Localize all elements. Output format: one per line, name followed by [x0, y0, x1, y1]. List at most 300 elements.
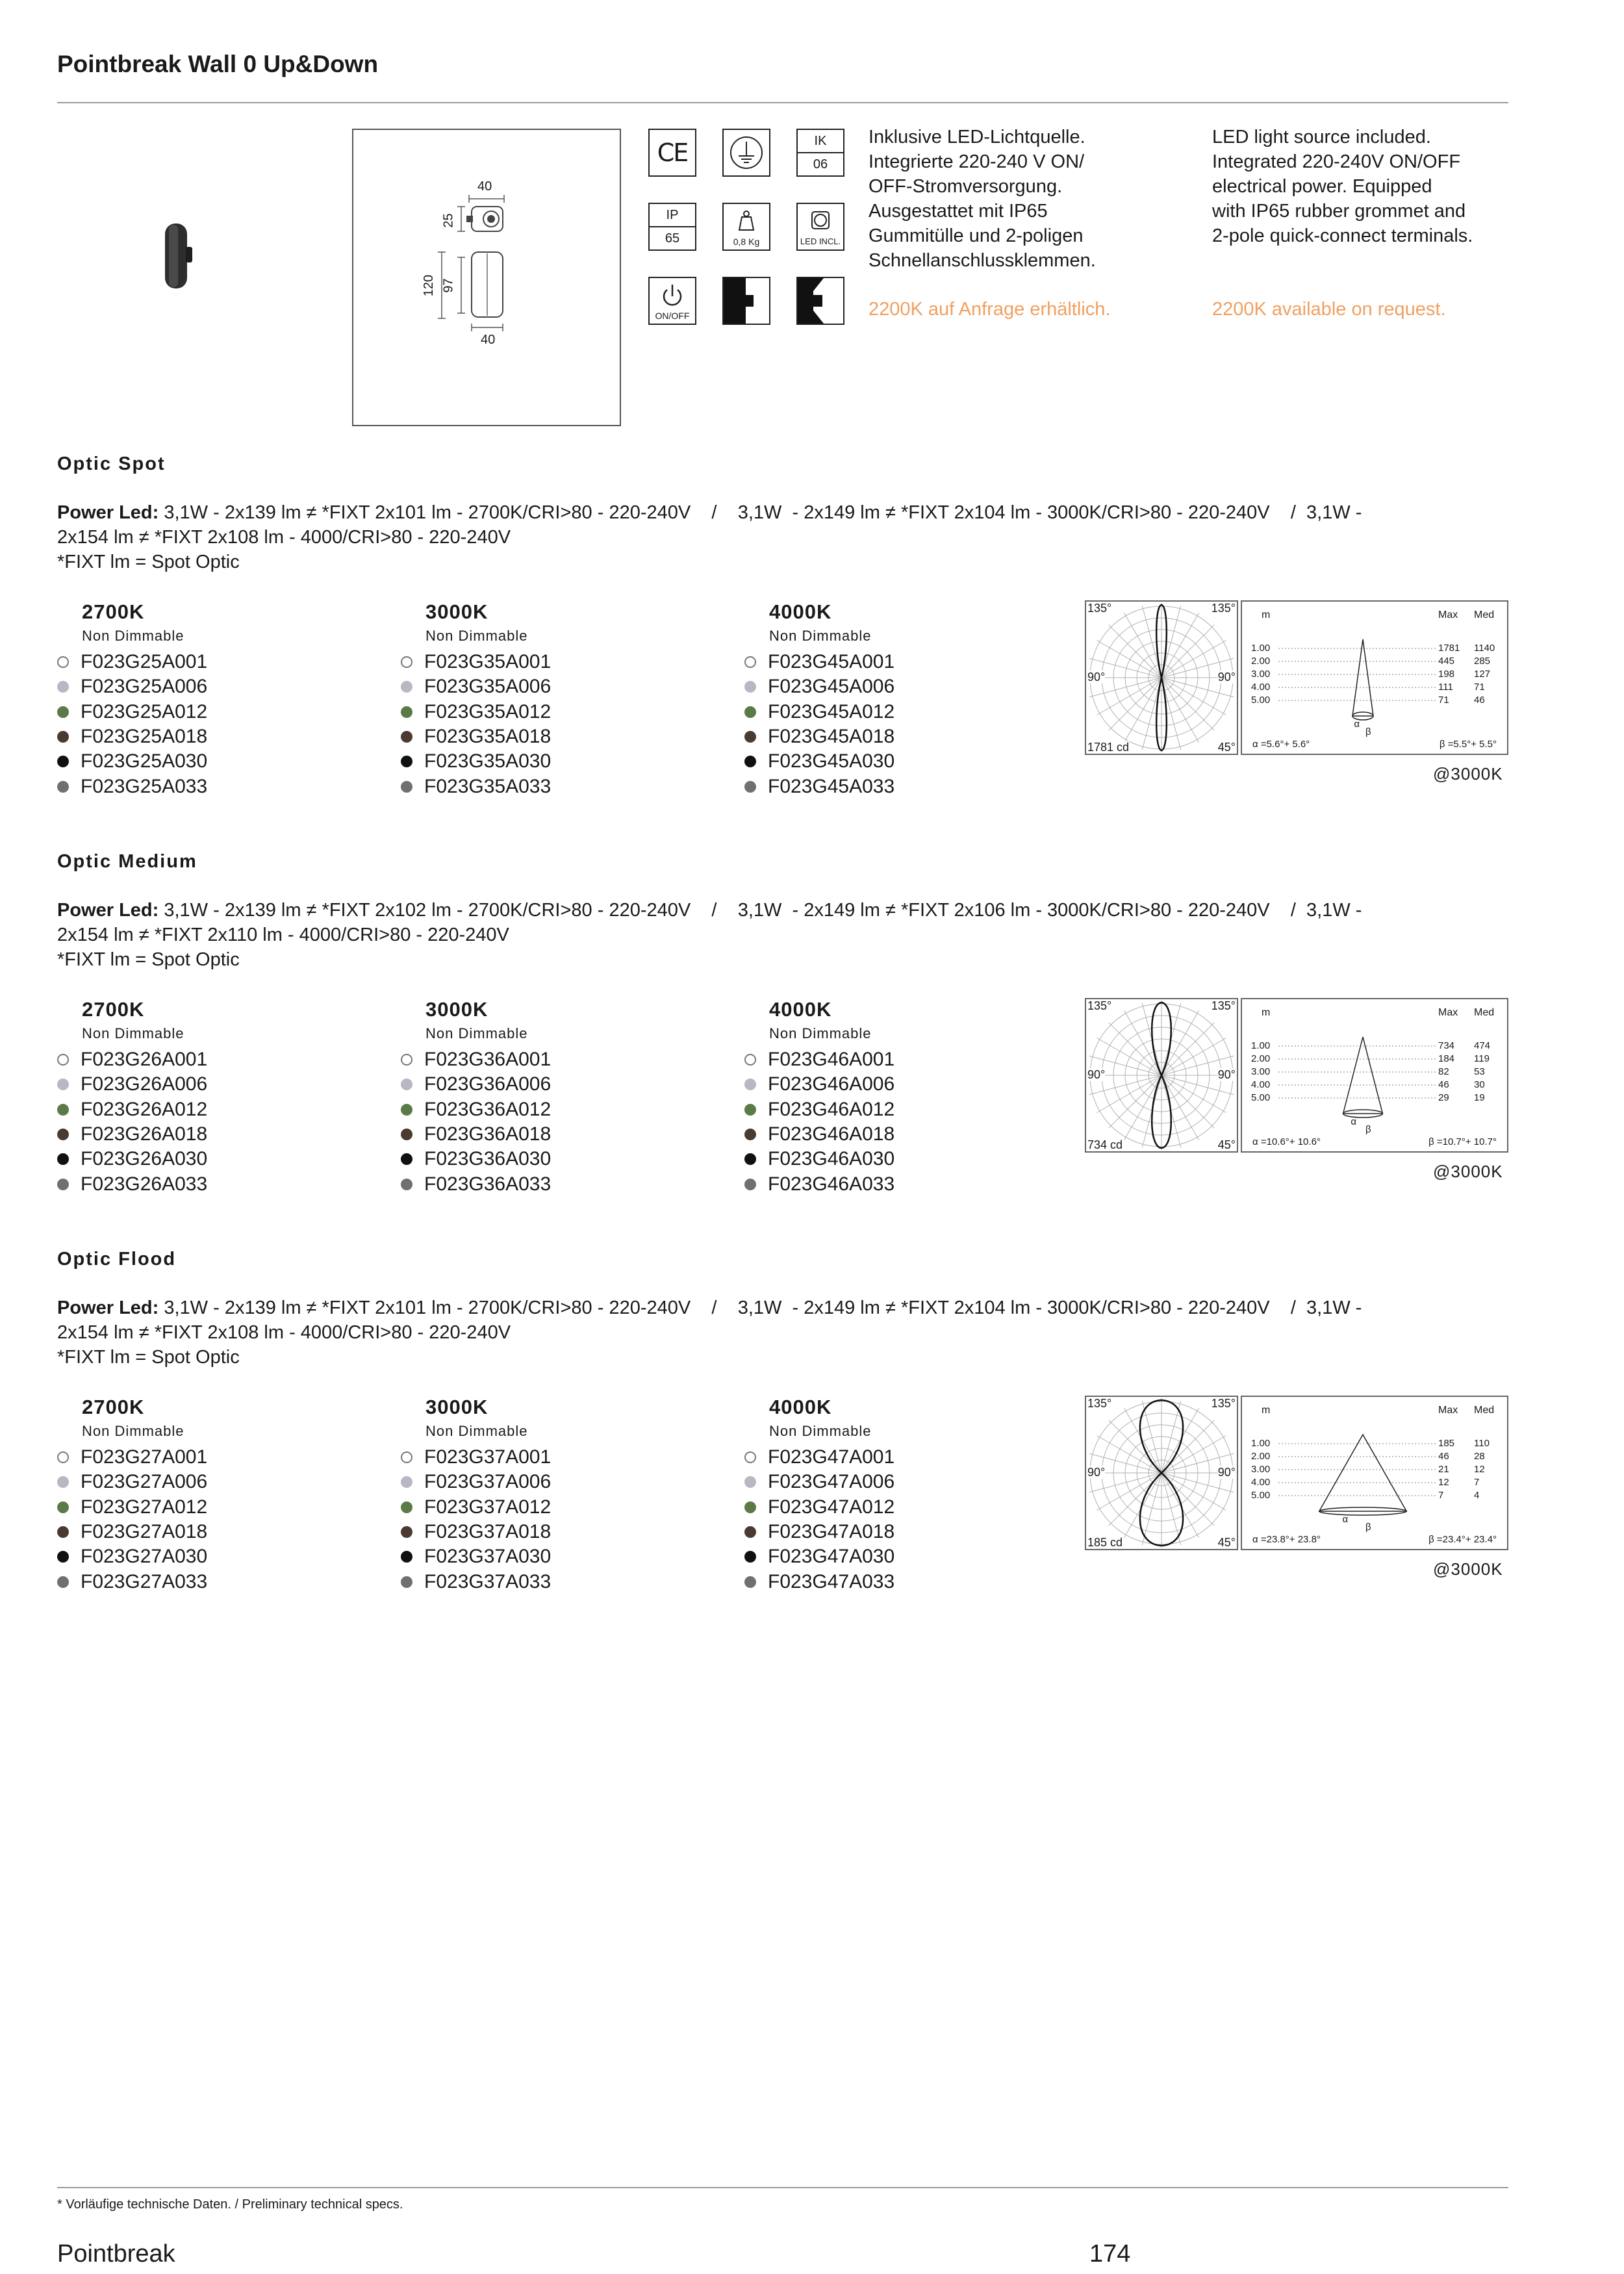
cone-med-value: 285 — [1474, 656, 1491, 667]
product-code-row — [744, 1569, 1082, 1594]
product-code: F023G47A030 — [768, 1546, 895, 1568]
section-title: Optic Flood — [57, 1249, 177, 1270]
finish-color-swatch — [744, 756, 756, 767]
cone-med-value: 30 — [1474, 1079, 1485, 1090]
product-column-3000k — [401, 1396, 739, 1594]
finish-color-swatch — [57, 1476, 69, 1488]
cone-d-value: 3.00 — [1251, 1464, 1271, 1475]
product-code-row — [57, 774, 395, 798]
beta-symbol: β — [1365, 726, 1371, 737]
product-code-row — [57, 650, 395, 674]
finish-color-swatch — [57, 1179, 69, 1190]
technical-drawing — [352, 129, 621, 426]
angle-label: 135° — [1087, 999, 1112, 1012]
product-code: F023G25A033 — [81, 775, 208, 797]
product-code: F023G35A030 — [424, 750, 552, 773]
product-code-row — [401, 1569, 739, 1594]
product-code: F023G46A033 — [768, 1173, 895, 1195]
power-led-specs: Power Led: 3,1W - 2x139 lm ≠ *FIXT 2x101 lm - 2700K/CRI>80 - 220-240V / 3,1W - 2x149 lm ≠ *FIXT 2x104 lm - 3000K/CRI>80 - 220-240V / 3,1W - 2x154 lm ≠ *FIXT 2x108 lm - 4000/CRI>80 - 220-240V *FIXT lm = Spot Optic — [57, 502, 1362, 572]
section-title: Optic Medium — [57, 851, 197, 872]
product-code: F023G47A006 — [768, 1471, 895, 1493]
color-temperature: 2700K — [82, 1396, 145, 1418]
angle-label: 135° — [1087, 1397, 1112, 1410]
cone-max-value: 184 — [1438, 1053, 1455, 1064]
finish-color-swatch — [401, 681, 412, 693]
beta-angle-label: β =23.4°+ 23.4° — [1428, 1534, 1497, 1545]
product-code-row — [744, 1147, 1082, 1171]
product-column-3000k — [401, 600, 739, 799]
cone-d-value: 1.00 — [1251, 643, 1271, 654]
product-code: F023G25A030 — [81, 750, 208, 773]
finish-color-swatch — [401, 1476, 412, 1488]
finish-color-swatch — [744, 1129, 756, 1140]
finish-color-swatch — [57, 706, 69, 718]
product-code: F023G27A030 — [81, 1546, 208, 1568]
finish-color-swatch — [401, 656, 412, 668]
finish-color-swatch — [744, 656, 756, 668]
max-header: Max — [1438, 1405, 1458, 1416]
finish-color-swatch — [401, 706, 412, 718]
polar-light-distribution-chart — [1085, 998, 1238, 1153]
product-code: F023G47A001 — [768, 1446, 895, 1468]
cone-max-value: 111 — [1438, 682, 1453, 693]
candela-label: 734 cd — [1087, 1138, 1123, 1151]
cone-d-value: 1.00 — [1251, 1438, 1271, 1449]
finish-color-swatch — [744, 781, 756, 793]
finish-color-swatch — [57, 756, 69, 767]
product-code-row — [57, 1072, 395, 1097]
finish-color-swatch — [401, 1104, 412, 1116]
max-header: Max — [1438, 609, 1458, 620]
cone-med-value: 110 — [1474, 1438, 1490, 1449]
product-code: F023G26A033 — [81, 1173, 208, 1195]
class-ground-icon — [722, 129, 770, 177]
product-code: F023G46A018 — [768, 1123, 895, 1145]
finish-color-swatch — [744, 731, 756, 743]
cone-max-value: 7 — [1438, 1490, 1444, 1501]
angle-label: 90° — [1087, 1068, 1106, 1081]
dim-body: 97 — [441, 278, 456, 293]
product-code: F023G26A006 — [81, 1073, 208, 1095]
finish-color-swatch — [744, 1079, 756, 1090]
page-title: Pointbreak Wall 0 Up&Down — [57, 51, 379, 77]
cone-d-value: 5.00 — [1251, 695, 1271, 706]
finish-color-swatch — [401, 1079, 412, 1090]
product-code: F023G35A001 — [424, 651, 552, 673]
beam-cone — [1319, 1435, 1406, 1511]
dimming-type: Non Dimmable — [425, 628, 528, 644]
cone-d-value: 3.00 — [1251, 669, 1271, 680]
product-code: F023G26A018 — [81, 1123, 208, 1145]
finish-color-swatch — [744, 706, 756, 718]
finish-color-swatch — [744, 681, 756, 693]
cone-max-value: 198 — [1438, 669, 1455, 680]
cone-d-value: 4.00 — [1251, 682, 1271, 693]
cone-max-value: 71 — [1438, 695, 1449, 706]
cone-med-value: 19 — [1474, 1092, 1485, 1103]
product-code: F023G37A012 — [424, 1496, 552, 1518]
product-code: F023G37A030 — [424, 1546, 552, 1568]
product-code-row — [401, 1171, 739, 1196]
product-code: F023G46A001 — [768, 1049, 895, 1071]
product-column-4000k — [744, 1396, 1082, 1594]
dim-bottom: 40 — [481, 333, 496, 347]
alpha-symbol: α — [1354, 719, 1360, 730]
cone-max-value: 445 — [1438, 656, 1455, 667]
dim-head: 25 — [441, 213, 456, 228]
finish-color-swatch — [401, 1526, 412, 1538]
header-divider — [57, 102, 1508, 103]
med-header: Med — [1474, 609, 1495, 620]
product-code-row — [401, 700, 739, 724]
polar-light-distribution-chart — [1085, 600, 1238, 755]
alpha-angle-label: α =5.6°+ 5.6° — [1252, 739, 1310, 750]
product-code: F023G25A018 — [81, 726, 208, 748]
power-led-specs: Power Led: 3,1W - 2x139 lm ≠ *FIXT 2x101 lm - 2700K/CRI>80 - 220-240V / 3,1W - 2x149 lm ≠ *FIXT 2x104 lm - 3000K/CRI>80 - 220-240V / 3,1W - 2x154 lm ≠ *FIXT 2x108 lm - 4000/CRI>80 - 220-240V *FIXT lm = Spot Optic — [57, 1297, 1362, 1368]
distance-header: m — [1262, 1405, 1271, 1416]
availability-note-en: 2200K available on request. — [1212, 299, 1446, 320]
finish-color-swatch — [401, 1153, 412, 1165]
cone-med-value: 474 — [1474, 1040, 1491, 1051]
finish-color-swatch — [57, 681, 69, 693]
product-code: F023G27A033 — [81, 1570, 208, 1592]
product-code-row — [57, 1470, 395, 1494]
cone-med-value: 71 — [1474, 682, 1485, 693]
angle-label: 90° — [1087, 1466, 1106, 1479]
cone-d-value: 5.00 — [1251, 1490, 1271, 1501]
dimming-type: Non Dimmable — [769, 1423, 872, 1439]
product-code-row — [744, 1047, 1082, 1072]
dimming-type: Non Dimmable — [769, 1025, 872, 1041]
ik-rating-icon: IK 06 — [796, 129, 844, 177]
finish-color-swatch — [744, 1476, 756, 1488]
dimming-type: Non Dimmable — [82, 1423, 184, 1439]
page-number: 174 — [1089, 2240, 1131, 2268]
finish-color-swatch — [401, 781, 412, 793]
footer-note: * Vorläufige technische Daten. / Preliminary technical specs. — [57, 2197, 403, 2212]
product-code: F023G36A018 — [424, 1123, 552, 1145]
product-code: F023G46A030 — [768, 1148, 895, 1170]
product-code-row — [57, 749, 395, 774]
angle-label: 45° — [1217, 741, 1236, 754]
beta-symbol: β — [1365, 1522, 1371, 1533]
finish-color-swatch — [57, 1526, 69, 1538]
alpha-symbol: α — [1351, 1116, 1357, 1127]
beam-cone — [1343, 1037, 1383, 1114]
finish-color-swatch — [401, 1054, 412, 1066]
alpha-angle-label: α =23.8°+ 23.8° — [1252, 1534, 1321, 1545]
product-code: F023G27A001 — [81, 1446, 208, 1468]
product-code: F023G46A006 — [768, 1073, 895, 1095]
product-column-2700k — [57, 600, 395, 799]
product-code-row — [57, 1544, 395, 1569]
product-code-row — [401, 1047, 739, 1072]
product-code: F023G26A001 — [81, 1049, 208, 1071]
finish-color-swatch — [57, 1079, 69, 1090]
angle-label: 135° — [1087, 602, 1112, 615]
product-code-row — [744, 1122, 1082, 1147]
product-code: F023G37A001 — [424, 1446, 552, 1468]
illuminance-cone-chart — [1241, 600, 1508, 755]
beta-symbol: β — [1365, 1124, 1371, 1135]
cone-max-value: 1781 — [1438, 643, 1460, 654]
finish-color-swatch — [401, 756, 412, 767]
product-code-row — [744, 700, 1082, 724]
product-code-row — [401, 1470, 739, 1494]
product-code: F023G45A012 — [768, 700, 895, 722]
product-code: F023G47A033 — [768, 1570, 895, 1592]
product-code: F023G45A001 — [768, 651, 895, 673]
product-code-row — [401, 724, 739, 749]
finish-color-swatch — [401, 731, 412, 743]
product-code-row — [744, 674, 1082, 699]
product-code: F023G26A012 — [81, 1098, 208, 1120]
product-code-row — [401, 1520, 739, 1544]
footer-divider — [57, 2187, 1508, 2188]
illuminance-cone-chart — [1241, 1396, 1508, 1550]
angle-label: 90° — [1217, 671, 1236, 683]
product-code-row — [744, 1470, 1082, 1494]
cone-d-value: 5.00 — [1251, 1092, 1271, 1103]
product-code-row — [744, 749, 1082, 774]
cone-max-value: 12 — [1438, 1477, 1449, 1488]
product-code-row — [401, 1544, 739, 1569]
cone-med-value: 1140 — [1474, 643, 1495, 654]
cone-med-value: 12 — [1474, 1464, 1485, 1475]
product-column-2700k — [57, 998, 395, 1197]
product-column-2700k — [57, 1396, 395, 1594]
angle-label: 90° — [1217, 1068, 1236, 1081]
finish-color-swatch — [401, 1179, 412, 1190]
finish-color-swatch — [744, 1054, 756, 1066]
cone-med-value: 119 — [1474, 1053, 1490, 1064]
product-code-row — [744, 1495, 1082, 1520]
cone-max-value: 29 — [1438, 1092, 1449, 1103]
illuminance-cone-chart — [1241, 998, 1508, 1153]
footer-brand: Pointbreak — [57, 2240, 175, 2268]
candela-label: 185 cd — [1087, 1536, 1123, 1549]
finish-color-swatch — [401, 1551, 412, 1563]
color-temperature: 4000K — [769, 998, 832, 1021]
power-label: Power Led: — [57, 502, 159, 523]
cone-med-value: 46 — [1474, 695, 1485, 706]
product-code: F023G47A012 — [768, 1496, 895, 1518]
product-code: F023G45A030 — [768, 750, 895, 773]
product-code-row — [57, 1122, 395, 1147]
finish-color-swatch — [57, 1153, 69, 1165]
product-column-3000k — [401, 998, 739, 1197]
angle-label: 135° — [1211, 999, 1236, 1012]
cone-max-value: 82 — [1438, 1066, 1449, 1077]
finish-color-swatch — [744, 1501, 756, 1513]
product-code: F023G35A018 — [424, 726, 552, 748]
product-code-row — [401, 1072, 739, 1097]
product-code: F023G35A012 — [424, 700, 552, 722]
product-code: F023G45A018 — [768, 726, 895, 748]
measurement-temperature-note: @3000K — [1433, 764, 1503, 784]
product-code: F023G25A012 — [81, 700, 208, 722]
product-code-row — [57, 724, 395, 749]
product-code: F023G37A006 — [424, 1471, 552, 1493]
product-code-row — [744, 1520, 1082, 1544]
product-column-4000k — [744, 600, 1082, 799]
alpha-symbol: α — [1342, 1514, 1349, 1525]
polar-light-distribution-chart — [1085, 1396, 1238, 1550]
cone-max-value: 46 — [1438, 1079, 1449, 1090]
description-en: LED light source included. Integrated 220-240V ON/OFF electrical power. Equipped with IP65 rubber grommet and 2-pole quick-connect terminals. — [1212, 127, 1473, 246]
med-header: Med — [1474, 1405, 1495, 1416]
finish-color-swatch — [57, 1129, 69, 1140]
product-code-row — [401, 1147, 739, 1171]
product-photo — [156, 221, 195, 292]
dimming-type: Non Dimmable — [82, 628, 184, 644]
led-included-icon: LED INCL. — [796, 203, 844, 251]
dimming-type: Non Dimmable — [425, 1423, 528, 1439]
product-code-row — [401, 749, 739, 774]
product-code: F023G26A030 — [81, 1148, 208, 1170]
beam-cone — [1352, 639, 1373, 716]
color-temperature: 3000K — [425, 600, 488, 623]
cone-d-value: 4.00 — [1251, 1477, 1271, 1488]
finish-color-swatch — [744, 1576, 756, 1588]
power-onoff-icon: ON/OFF — [648, 277, 696, 325]
product-code-row — [401, 1097, 739, 1122]
measurement-temperature-note: @3000K — [1433, 1559, 1503, 1579]
finish-color-swatch — [57, 731, 69, 743]
beta-angle-label: β =10.7°+ 10.7° — [1428, 1136, 1497, 1147]
cone-d-value: 1.00 — [1251, 1040, 1271, 1051]
angle-label: 45° — [1217, 1138, 1236, 1151]
finish-color-swatch — [401, 1501, 412, 1513]
product-code-row — [57, 1147, 395, 1171]
product-code: F023G36A012 — [424, 1098, 552, 1120]
finish-color-swatch — [57, 1501, 69, 1513]
product-code-row — [744, 1097, 1082, 1122]
max-header: Max — [1438, 1007, 1458, 1018]
color-temperature: 2700K — [82, 600, 145, 623]
finish-color-swatch — [744, 1551, 756, 1563]
cone-max-value: 185 — [1438, 1438, 1455, 1449]
product-code: F023G45A033 — [768, 775, 895, 797]
finish-color-swatch — [744, 1451, 756, 1463]
product-code-row — [744, 1171, 1082, 1196]
distance-header: m — [1262, 609, 1271, 620]
dimming-type: Non Dimmable — [82, 1025, 184, 1041]
finish-color-swatch — [401, 1129, 412, 1140]
product-code-row — [401, 774, 739, 798]
candela-label: 1781 cd — [1087, 741, 1130, 754]
product-code: F023G37A018 — [424, 1521, 552, 1543]
product-code: F023G45A006 — [768, 676, 895, 698]
dimming-type: Non Dimmable — [769, 628, 872, 644]
power-label: Power Led: — [57, 900, 159, 921]
product-code: F023G27A018 — [81, 1521, 208, 1543]
distance-header: m — [1262, 1007, 1271, 1018]
weight-icon: 0,8 Kg — [722, 203, 770, 251]
section-title: Optic Spot — [57, 454, 166, 474]
color-temperature: 4000K — [769, 600, 832, 623]
product-code: F023G36A033 — [424, 1173, 552, 1195]
cone-max-value: 21 — [1438, 1464, 1449, 1475]
finish-color-swatch — [401, 1576, 412, 1588]
product-code: F023G27A006 — [81, 1471, 208, 1493]
finish-color-swatch — [744, 1104, 756, 1116]
finish-color-swatch — [744, 1153, 756, 1165]
finish-color-swatch — [57, 656, 69, 668]
product-code-row — [57, 1445, 395, 1470]
product-code: F023G36A001 — [424, 1049, 552, 1071]
product-code: F023G25A001 — [81, 651, 208, 673]
product-code-row — [401, 650, 739, 674]
dimming-type: Non Dimmable — [425, 1025, 528, 1041]
ip-rating-icon: IP 65 — [648, 203, 696, 251]
product-code-row — [57, 1520, 395, 1544]
color-temperature: 4000K — [769, 1396, 832, 1418]
product-code-row — [57, 1495, 395, 1520]
product-code-row — [401, 1122, 739, 1147]
angle-label: 135° — [1211, 602, 1236, 615]
product-code-row — [744, 1544, 1082, 1569]
color-temperature: 2700K — [82, 998, 145, 1021]
angle-label: 45° — [1217, 1536, 1236, 1549]
product-code-row — [401, 1495, 739, 1520]
product-code-row — [744, 774, 1082, 798]
product-code-row — [57, 1097, 395, 1122]
finish-color-swatch — [744, 1179, 756, 1190]
color-temperature: 3000K — [425, 1396, 488, 1418]
ce-icon: CE — [648, 129, 696, 177]
cone-d-value: 3.00 — [1251, 1066, 1271, 1077]
dim-total: 120 — [422, 274, 437, 297]
finish-color-swatch — [401, 1451, 412, 1463]
angle-label: 135° — [1211, 1397, 1236, 1410]
cone-med-value: 28 — [1474, 1451, 1485, 1462]
cone-max-value: 46 — [1438, 1451, 1449, 1462]
cone-med-value: 7 — [1474, 1477, 1480, 1488]
product-code-row — [401, 1445, 739, 1470]
power-led-specs: Power Led: 3,1W - 2x139 lm ≠ *FIXT 2x102 lm - 2700K/CRI>80 - 220-240V / 3,1W - 2x149 lm ≠ *FIXT 2x106 lm - 3000K/CRI>80 - 220-240V / 3,1W - 2x154 lm ≠ *FIXT 2x110 lm - 4000/CRI>80 - 220-240V *FIXT lm = Spot Optic — [57, 900, 1362, 970]
alpha-angle-label: α =10.6°+ 10.6° — [1252, 1136, 1321, 1147]
product-code: F023G35A006 — [424, 676, 552, 698]
finish-color-swatch — [744, 1526, 756, 1538]
finish-color-swatch — [57, 1104, 69, 1116]
power-label: Power Led: — [57, 1297, 159, 1318]
product-code-row — [744, 1445, 1082, 1470]
color-temperature: 3000K — [425, 998, 488, 1021]
product-code-row — [57, 674, 395, 699]
cone-med-value: 53 — [1474, 1066, 1485, 1077]
dim-top: 40 — [477, 179, 492, 194]
product-code: F023G37A033 — [424, 1570, 552, 1592]
finish-color-swatch — [57, 1576, 69, 1588]
product-code: F023G27A012 — [81, 1496, 208, 1518]
product-code-row — [57, 1047, 395, 1072]
product-code-row — [401, 674, 739, 699]
angle-label: 90° — [1087, 671, 1106, 683]
product-code-row — [57, 1569, 395, 1594]
product-code: F023G25A006 — [81, 676, 208, 698]
finish-color-swatch — [57, 781, 69, 793]
finish-color-swatch — [57, 1054, 69, 1066]
cone-d-value: 4.00 — [1251, 1079, 1271, 1090]
measurement-temperature-note: @3000K — [1433, 1162, 1503, 1181]
product-code-row — [57, 700, 395, 724]
product-code: F023G35A033 — [424, 775, 552, 797]
cone-med-value: 4 — [1474, 1490, 1480, 1501]
product-code-row — [744, 1072, 1082, 1097]
product-code-row — [744, 724, 1082, 749]
product-code: F023G47A018 — [768, 1521, 895, 1543]
